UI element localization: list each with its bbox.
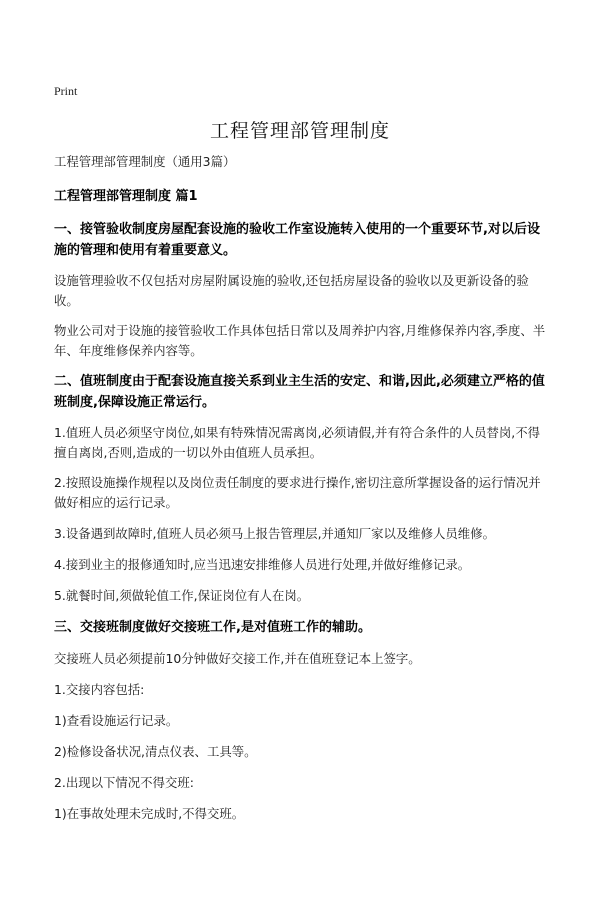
section-heading-handover: 三、交接班制度做好交接班工作,是对值班工作的辅助。 — [54, 620, 371, 635]
paragraph: 1.交接内容包括: — [54, 682, 145, 697]
document-body — [54, 152, 546, 835]
paragraph: 交接班人员必须提前10分钟做好交接工作,并在值班登记本上签字。 — [54, 651, 421, 666]
paragraph: 5.就餐时间,须做轮值工作,保证岗位有人在岗。 — [54, 588, 310, 603]
paragraph: 2)检修设备状况,清点仪表、工具等。 — [54, 744, 257, 759]
section-heading-acceptance: 一、接管验收制度房屋配套设施的验收工作室设施转入使用的一个重要环节,对以后设施的管理和使用有着重要意义。 — [54, 222, 540, 258]
paragraph: 1)在事故处理未完成时,不得交班。 — [54, 806, 245, 821]
document-subtitle: 工程管理部管理制度（通用3篇） — [54, 154, 236, 169]
paragraph: 设施管理验收不仅包括对房屋附属设施的验收,还包括房屋设备的验收以及更新设备的验收。 — [54, 273, 529, 308]
paragraph: 3.设备遇到故障时,值班人员必须马上报告管理层,并通知厂家以及维修人员维修。 — [54, 526, 495, 541]
print-link[interactable]: Print — [54, 84, 78, 98]
paragraph: 2.出现以下情况不得交班: — [54, 775, 194, 790]
section-heading-duty: 二、值班制度由于配套设施直接关系到业主生活的安定、和谐,因此,必须建立严格的值班制度,保障设施正常运行。 — [54, 374, 545, 410]
article-heading: 工程管理部管理制度 篇1 — [54, 189, 198, 204]
paragraph: 1.值班人员必须坚守岗位,如果有特殊情况需离岗,必须请假,并有符合条件的人员替岗,不得擅自离岗,否则,造成的一切以外由值班人员承担。 — [54, 425, 541, 460]
paragraph: 1)查看设施运行记录。 — [54, 713, 179, 728]
paragraph: 4.接到业主的报修通知时,应当迅速安排维修人员进行处理,并做好维修记录。 — [54, 557, 471, 572]
paragraph: 物业公司对于设施的接管验收工作具体包括日常以及周养护内容,月维修保养内容,季度、半年、年度维修保养内容等。 — [54, 323, 546, 358]
document-title: 工程管理部管理制度 — [209, 120, 390, 142]
paragraph: 2.按照设施操作规程以及岗位责任制度的要求进行操作,密切注意所掌握设备的运行情况并做好相应的运行记录。 — [54, 475, 541, 510]
